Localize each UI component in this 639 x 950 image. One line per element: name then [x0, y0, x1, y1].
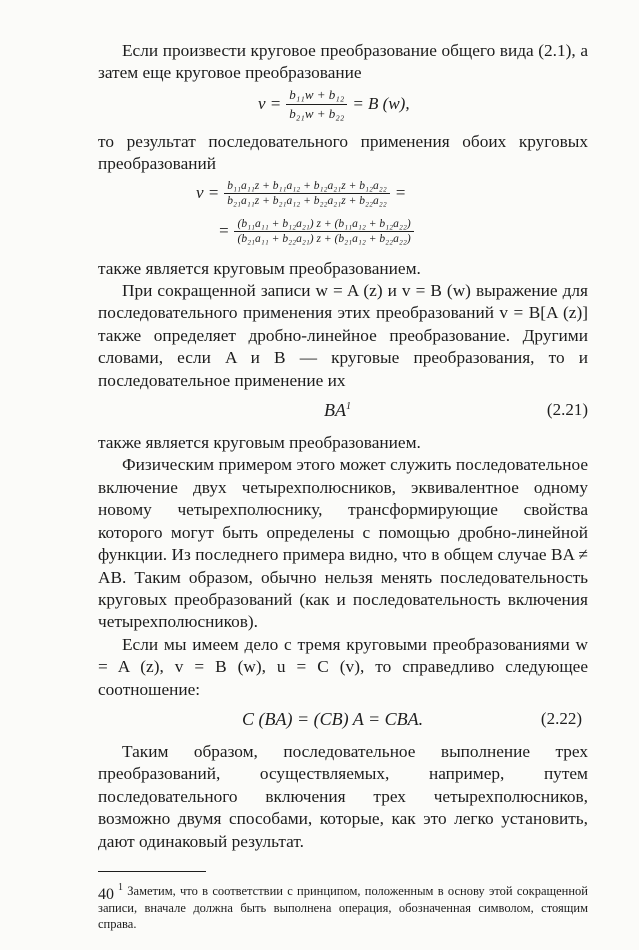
eq1-denominator: b₂₁w + b₂₂ [289, 105, 345, 121]
paragraph-also-circular-2: также является круговым преобразованием. [98, 433, 421, 453]
paragraph-conclusion: Таким образом, последовательное выполнение трех преобразований, осуществляемых, например, путем последовательного включения трех четырехполюсников, возможно двумя способами, которые, как это легко установить, дают одинаковый результат. [98, 741, 588, 851]
eq4-number: (2.22) [540, 708, 582, 728]
footnote [98, 880, 588, 933]
paragraph-physical-example: Физическим примером этого может служить последовательное включение двух четырехполюсников, эквивалентное одному новому четырехполюснику, трансформирующие свойства которого могут быть определены с помощью дробно-линейной функции. Из последнего примера видно, что в общем случае BA ≠ AB. Таким образом, обычно нельзя менять последовательность круговых преобразований (как и последовательность включения четырехполюсников). [98, 455, 588, 632]
page-number: 40 [98, 886, 114, 903]
eq3-expression [324, 400, 351, 421]
eq1-lhs: v = [258, 94, 282, 114]
footnote-text: Заметим, что в соответствии с принципом, положенным в основу этой сокращенной записи, вначале должна быть выполнена операция, обозначенная символом, стоящим справа. [98, 884, 588, 932]
eq1-numerator: b₁₁w + b₁₂ [286, 87, 347, 105]
page-body [98, 40, 588, 933]
eq1-rhs: = B (w), [352, 94, 410, 114]
footnote-mark: 1 [118, 881, 123, 893]
paragraph-composition: то результат последовательного применения обоих круговых преобразований [98, 131, 588, 174]
footnote-divider [98, 871, 206, 872]
equation-composition [98, 176, 588, 258]
eq1-fraction [286, 87, 347, 122]
eq2-denominator-1: b₂₁a₁₁z + b₂₁a₁₂ + b₂₂a₂₁z + b₂₂a₂₂ [227, 194, 387, 207]
paragraph-intro: Если произвести круговое преобразование общего вида (2.1), а затем еще круговое преобразование [98, 41, 588, 83]
eq3-number: (2.21) [546, 400, 588, 420]
eq2-lhs: v = [196, 183, 220, 203]
equation-b-of-w [98, 85, 588, 131]
eq2-fraction-2 [234, 218, 413, 245]
eq2-equals-b: = [218, 221, 230, 241]
footnote-ref: 1 [346, 401, 351, 413]
paragraph-also-circular: также является круговым преобразованием. [98, 258, 421, 278]
eq2-fraction-1 [224, 180, 389, 207]
paragraph-short-notation: При сокращенной записи w = A (z) и v = B (w) выражение для последовательного применения этих преобразований v = B[A (z)] также определяет дробно-линейное преобразование. Другими словами, если A и B — круговые преобразования, то и последовательное применение их [98, 281, 588, 390]
eq2-numerator-2: (b₁₁a₁₁ + b₁₂a₂₁) z + (b₁₁a₁₂ + b₁₂a₂₂) [234, 218, 413, 232]
eq4-expression: C (BA) = (CB) A = CBA. [242, 708, 424, 729]
eq2-denominator-2: (b₂₁a₁₁ + b₂₂a₂₁) z + (b₂₁a₁₂ + b₂₂a₂₂) [237, 232, 411, 245]
eq2-numerator-1: b₁₁a₁₁z + b₁₁a₁₂ + b₁₂a₂₁z + b₁₂a₂₂ [224, 180, 389, 194]
equation-2-21 [98, 392, 588, 432]
eq3-expr-text: BA [324, 400, 346, 421]
paragraph-three-transforms: Если мы имеем дело с тремя круговыми преобразованиями w = A (z), v = B (w), u = C (v), то справедливо следующее соотношение: [98, 634, 588, 699]
equation-2-22 [98, 701, 588, 741]
eq2-equals-a: = [394, 183, 407, 203]
